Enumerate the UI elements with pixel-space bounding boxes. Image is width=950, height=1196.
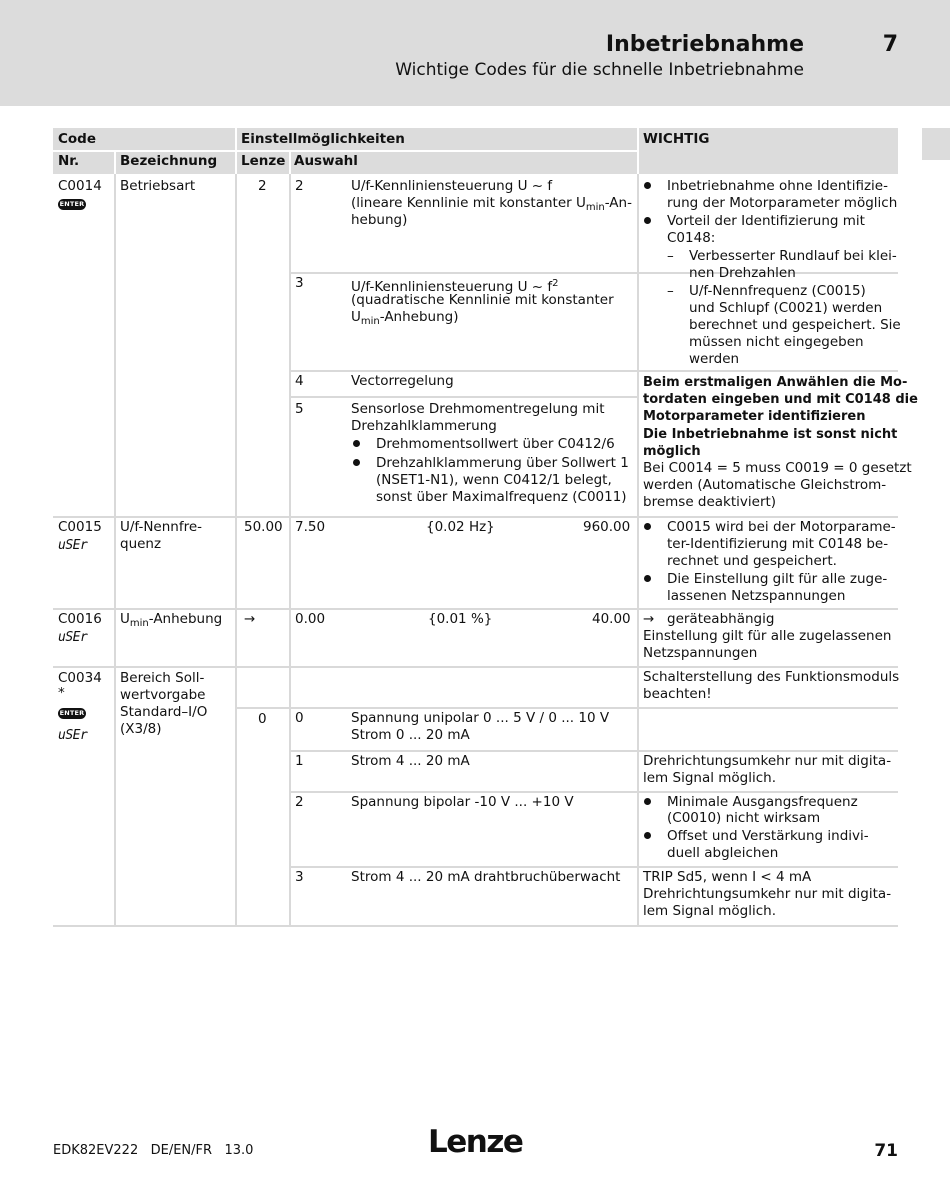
enter-key-icon: ENTER [59, 709, 85, 717]
user-menu-icon: uSEr [58, 630, 88, 645]
note-text: Einstellung gilt für alle zugelassenen [643, 628, 892, 644]
note-text: (C0010) nicht wirksam [667, 810, 821, 826]
c0016-name: $U_{min}$-Anhebung [120, 611, 223, 629]
c0015-max: 960.00 [583, 519, 631, 535]
c0016-max: 40.00 [592, 611, 631, 627]
note-bold: Die Inbetriebnahme ist sonst nicht [643, 427, 898, 442]
note-text: TRIP Sd5, wenn I < 4 mA [643, 869, 812, 885]
header-einstell: Einstellmöglichkeiten [241, 131, 405, 147]
option-text: Drehzahlklammerung über Sollwert 1 [376, 455, 629, 471]
c0015-min: 7.50 [295, 519, 326, 535]
row-divider [291, 370, 898, 372]
user-menu-icon: uSEr [58, 728, 88, 743]
c0015-step: {0.02 Hz} [426, 519, 495, 535]
user-menu-icon: uSEr [58, 538, 88, 553]
option-number: 0 [295, 710, 304, 726]
note-text: müssen nicht eingegeben [689, 334, 864, 350]
note-bold: möglich [643, 444, 701, 459]
c0034-lenze: 0 [258, 711, 267, 727]
chapter-title: Inbetriebnahme [605, 32, 804, 57]
option-number: 1 [295, 753, 304, 769]
note-text: lassenen Netzspannungen [667, 588, 846, 604]
header-wichtig: WICHTIG [643, 131, 710, 147]
option-text: Strom 4 ... 20 mA drahtbruchüberwacht [351, 869, 621, 885]
note-text: lem Signal möglich. [643, 903, 777, 919]
option-text: Drehmomentsollwert über C0412/6 [376, 436, 615, 452]
dash-marker: – [667, 283, 674, 299]
option-text: Vectorregelung [351, 373, 454, 389]
row-divider [291, 272, 898, 274]
header-auswahl: Auswahl [294, 153, 358, 169]
row-divider [53, 516, 898, 518]
header-lenze: Lenze [241, 153, 286, 169]
note-text: rung der Motorparameter möglich [667, 195, 898, 211]
note-bold: Motorparameter identifizieren [643, 409, 866, 424]
option-text: (NSET1-N1), wenn C0412/1 belegt, [376, 472, 612, 488]
bullet-icon [353, 440, 360, 447]
note-bold: tordaten eingeben und mit C0148 die [643, 392, 918, 407]
note-text: Verbesserter Rundlauf bei klei- [689, 248, 897, 264]
option-number: 3 [295, 869, 304, 885]
option-number: 2 [295, 178, 304, 194]
c0034-name: Bereich Soll- [120, 670, 205, 686]
option-text: sonst über Maximalfrequenz (C0011) [376, 489, 627, 505]
c0015-lenze: 50.00 [244, 519, 283, 535]
note-text: bremse deaktiviert) [643, 494, 777, 510]
c0016-step: {0.01 %} [428, 611, 493, 627]
page-number: 71 [874, 1141, 898, 1161]
bullet-icon [353, 459, 360, 466]
note-text: ter-Identifizierung mit C0148 be- [667, 536, 889, 552]
code-c0014: C0014 [58, 178, 102, 194]
note-text: werden [689, 351, 740, 367]
note-text: Bei C0014 = 5 muss C0019 = 0 gesetzt [643, 460, 912, 476]
option-text: Strom 4 ... 20 mA [351, 753, 470, 769]
note-text: U/f-Nennfrequenz (C0015) [689, 283, 866, 299]
enter-key-icon: ENTER [59, 200, 85, 208]
c0034-name: Standard–I/O [120, 704, 208, 720]
note-text: berechnet und gespeichert. Sie [689, 317, 901, 333]
option-number: 2 [295, 794, 304, 810]
header-nr: Nr. [58, 153, 80, 169]
row-divider [291, 396, 637, 398]
option-text: (quadratische Kennlinie mit konstanter [351, 292, 614, 308]
option-text: (lineare Kennlinie mit konstanter $U_{min}-An-$ [351, 195, 632, 213]
page-header [0, 0, 950, 106]
c0034-name: (X3/8) [120, 721, 162, 737]
row-divider [237, 707, 898, 709]
option-text: Spannung unipolar 0 ... 5 V / 0 ... 10 V [351, 710, 610, 726]
note-text: Offset und Verstärkung indivi- [667, 828, 869, 844]
c0016-min: 0.00 [295, 611, 326, 627]
option-text: U/f-Kennliniensteuerung U ~ f [351, 178, 553, 194]
code-c0034: C0034 [58, 670, 102, 686]
note-text: Minimale Ausgangsfrequenz [667, 794, 858, 810]
header-bezeichnung: Bezeichnung [120, 153, 218, 169]
note-text: und Schlupf (C0021) werden [689, 300, 883, 316]
section-subtitle: Wichtige Codes für die schnelle Inbetriebnahme [395, 60, 804, 80]
row-divider [53, 608, 898, 610]
chapter-tab [922, 128, 950, 160]
c0034-name: wertvorgabe [120, 687, 206, 703]
note-text: rechnet und gespeichert. [667, 553, 837, 569]
option-text: hebung) [351, 212, 408, 228]
note-bold: Beim erstmaligen Anwählen die Mo- [643, 375, 908, 390]
row-divider [53, 666, 898, 668]
c0014-lenze: 2 [258, 178, 267, 194]
note-text: Drehrichtungsumkehr nur mit digita- [643, 753, 892, 769]
arrow-icon: → [244, 611, 256, 627]
column-divider [289, 174, 291, 927]
note-text: Schalterstellung des Funktionsmoduls [643, 669, 900, 685]
c0014-name: Betriebsart [120, 178, 196, 194]
note-text: Netzspannungen [643, 645, 758, 661]
c0015-name: quenz [120, 536, 162, 552]
note-text: lem Signal möglich. [643, 770, 777, 786]
note-text: geräteabhängig [667, 611, 775, 627]
bullet-icon [644, 182, 651, 189]
row-divider [291, 791, 898, 793]
bullet-icon [644, 798, 651, 805]
document-id: EDK82EV222 DE/EN/FR 13.0 [53, 1143, 254, 1158]
bullet-icon [644, 523, 651, 530]
code-c0016: C0016 [58, 611, 102, 627]
note-text: nen Drehzahlen [689, 265, 796, 281]
note-text: Drehrichtungsumkehr nur mit digita- [643, 886, 892, 902]
option-text: U/f-Kennliniensteuerung U ~ $f^2$ [351, 278, 559, 295]
column-divider [235, 174, 237, 927]
note-text: beachten! [643, 686, 712, 702]
arrow-icon: → [643, 611, 655, 627]
bullet-icon [644, 832, 651, 839]
note-text: Inbetriebnahme ohne Identifizie- [667, 178, 888, 194]
note-text: Vorteil der Identifizierung mit [667, 213, 865, 229]
note-text: C0148: [667, 230, 716, 246]
note-text: duell abgleichen [667, 845, 779, 861]
option-number: 3 [295, 275, 304, 291]
lenze-logo: Lenze [428, 1124, 523, 1160]
row-divider [291, 750, 898, 752]
option-number: 5 [295, 401, 304, 417]
note-text: Die Einstellung gilt für alle zuge- [667, 571, 888, 587]
option-text: Drehzahlklammerung [351, 418, 497, 434]
chapter-number: 7 [882, 32, 898, 57]
row-divider [291, 866, 898, 868]
column-divider [114, 174, 116, 927]
header-code: Code [58, 131, 97, 147]
option-text: $U_{min}-Anhebung$) [351, 309, 459, 327]
footnote-star: * [58, 685, 65, 701]
note-text: C0015 wird bei der Motorparame- [667, 519, 896, 535]
option-text: Sensorlose Drehmomentregelung mit [351, 401, 605, 417]
option-text: Spannung bipolar -10 V ... +10 V [351, 794, 574, 810]
dash-marker: – [667, 248, 674, 264]
note-text: werden (Automatische Gleichstrom- [643, 477, 887, 493]
option-text: Strom 0 ... 20 mA [351, 727, 470, 743]
code-c0015: C0015 [58, 519, 102, 535]
option-number: 4 [295, 373, 304, 389]
c0015-name: U/f-Nennfre- [120, 519, 203, 535]
table-bottom-line [53, 925, 898, 927]
column-divider [637, 174, 639, 927]
bullet-icon [644, 575, 651, 582]
bullet-icon [644, 217, 651, 224]
